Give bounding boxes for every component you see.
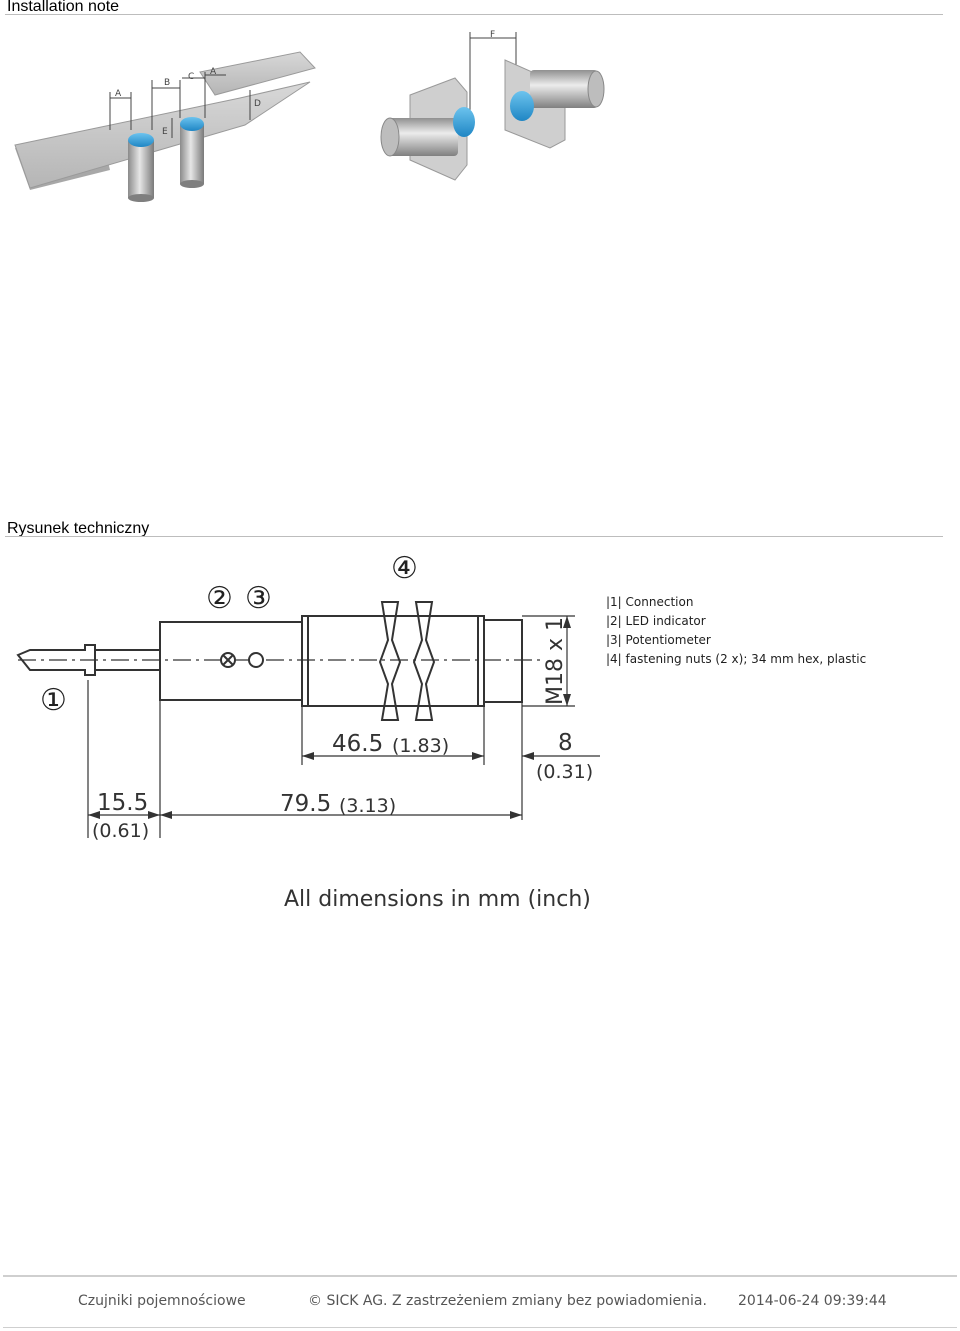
legend-item: |3| Potentiometer bbox=[606, 633, 711, 647]
section-divider bbox=[5, 14, 943, 15]
dim-46-5: 46.5 bbox=[332, 731, 384, 757]
led-indicator bbox=[221, 653, 235, 667]
dim-46-5-inch: (1.83) bbox=[392, 735, 450, 757]
label-d: D bbox=[254, 99, 261, 109]
dim-15-5: 15.5 bbox=[97, 790, 149, 816]
installation-note-title: Installation note bbox=[7, 0, 120, 15]
potentiometer bbox=[249, 653, 263, 667]
technical-drawing-title: Rysunek techniczny bbox=[7, 520, 150, 537]
section-divider bbox=[5, 536, 943, 537]
callout-potentiometer: ③ bbox=[245, 581, 272, 616]
dim-15-5-inch: (0.61) bbox=[92, 820, 150, 842]
callout-connection: ① bbox=[40, 683, 67, 718]
label-c: C bbox=[188, 72, 195, 82]
callout-led: ② bbox=[206, 581, 233, 616]
label-a2: A bbox=[210, 67, 217, 77]
label-f: F bbox=[490, 30, 496, 40]
sensing-face bbox=[484, 620, 522, 702]
installation-illustration bbox=[0, 20, 640, 210]
facing-sensors bbox=[381, 32, 604, 180]
label-b: B bbox=[164, 78, 171, 88]
label-a: A bbox=[115, 89, 122, 99]
callout-nuts: ④ bbox=[391, 551, 418, 586]
units-note: All dimensions in mm (inch) bbox=[284, 887, 591, 912]
legend-item: |2| LED indicator bbox=[606, 614, 706, 628]
thread-label: M18 x 1 bbox=[543, 617, 568, 705]
footer-divider bbox=[3, 1327, 957, 1328]
footer-timestamp: 2014-06-24 09:39:44 bbox=[738, 1293, 887, 1309]
fastening-nut bbox=[380, 602, 400, 720]
sensor-body bbox=[128, 140, 154, 198]
dim-8-inch: (0.31) bbox=[536, 761, 594, 783]
dim-79-5: 79.5 bbox=[280, 791, 332, 817]
legend-item: |4| fastening nuts (2 x); 34 mm hex, plastic bbox=[606, 652, 867, 666]
footer-divider bbox=[3, 1275, 957, 1277]
sensor-body bbox=[180, 124, 204, 184]
legend-item: |1| Connection bbox=[606, 595, 694, 609]
dim-79-5-inch: (3.13) bbox=[339, 795, 397, 817]
dim-8: 8 bbox=[558, 730, 573, 756]
footer-category: Czujniki pojemnościowe bbox=[78, 1293, 246, 1309]
sensor-face bbox=[128, 133, 154, 147]
footer-copyright: © SICK AG. Z zastrzeżeniem zmiany bez powiadomienia. bbox=[308, 1293, 707, 1309]
technical-drawing bbox=[0, 540, 900, 930]
label-e: E bbox=[162, 127, 168, 137]
sensor-face bbox=[180, 117, 204, 131]
fastening-nut bbox=[414, 602, 434, 720]
